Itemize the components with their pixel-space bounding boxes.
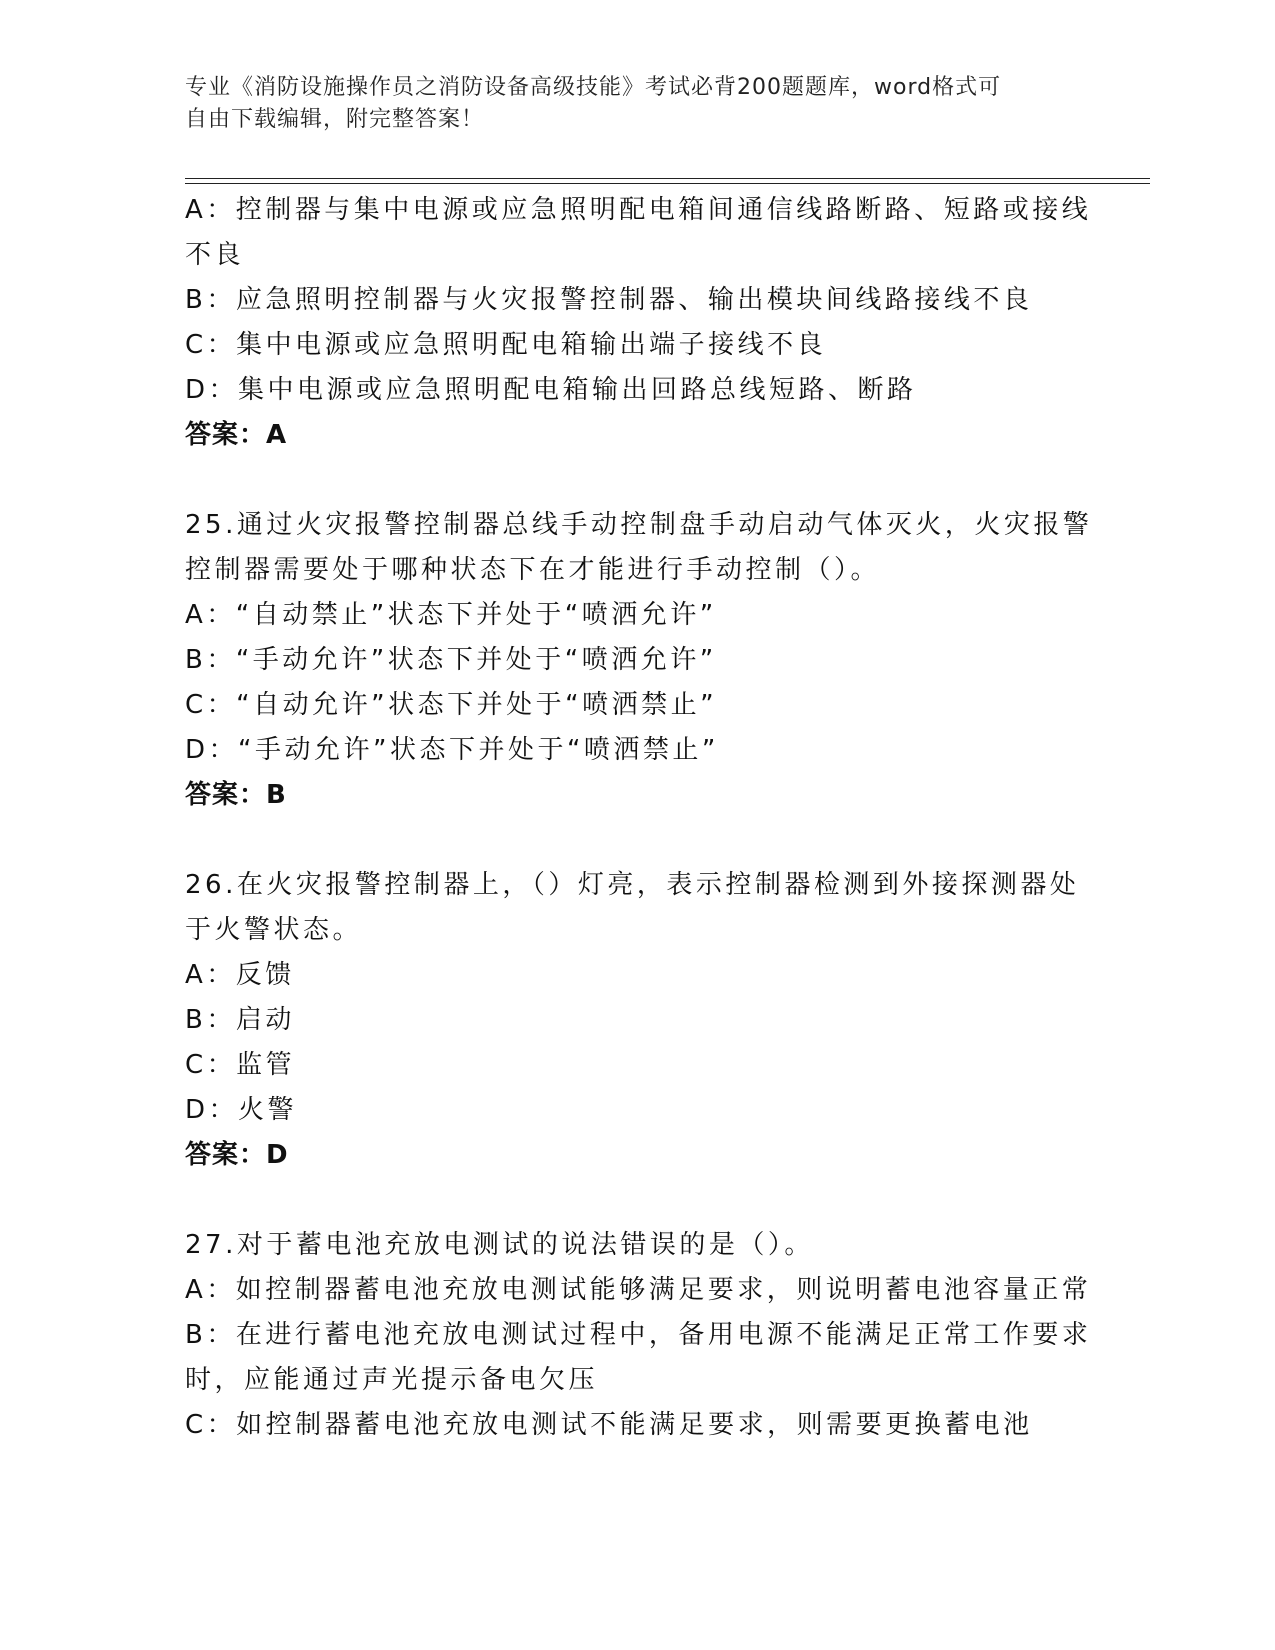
- spacer: [185, 458, 1105, 503]
- option-b: B：在进行蓄电池充放电测试过程中，备用电源不能满足正常工作要求时，应能通过声光提示备电欠压: [185, 1320, 1092, 1395]
- option-a: A：“自动禁止”状态下并处于“喷洒允许”: [185, 600, 717, 630]
- option-b: B：启动: [185, 1005, 295, 1035]
- option-b: B：“手动允许”状态下并处于“喷洒允许”: [185, 645, 717, 675]
- question-stem: 27.对于蓄电池充放电测试的说法错误的是（）。: [185, 1230, 814, 1260]
- option-c: C：监管: [185, 1050, 296, 1080]
- option-c: C：集中电源或应急照明配电箱输出端子接线不良: [185, 330, 827, 360]
- answer-line: 答案：A: [185, 420, 288, 450]
- option-c: C：“自动允许”状态下并处于“喷洒禁止”: [185, 690, 718, 720]
- option-d: D：火警: [185, 1095, 298, 1125]
- option-d: D：“手动允许”状态下并处于“喷洒禁止”: [185, 735, 719, 765]
- answer-line: 答案：D: [185, 1140, 289, 1170]
- option-c: C：如控制器蓄电池充放电测试不能满足要求，则需要更换蓄电池: [185, 1410, 1033, 1440]
- question-block-27: [185, 1223, 1105, 1448]
- header-line-2: 自由下载编辑，附完整答案！: [185, 107, 485, 132]
- option-d: D：集中电源或应急照明配电箱输出回路总线短路、断路: [185, 375, 917, 405]
- option-a: A：如控制器蓄电池充放电测试能够满足要求，则说明蓄电池容量正常: [185, 1275, 1092, 1305]
- document-body: [185, 188, 1105, 1448]
- question-block-26: [185, 863, 1105, 1178]
- spacer: [185, 1178, 1105, 1223]
- question-block-25: [185, 503, 1105, 818]
- option-a: A：控制器与集中电源或应急照明配电箱间通信线路断路、短路或接线不良: [185, 195, 1092, 270]
- question-stem: 25.通过火灾报警控制器总线手动控制盘手动启动气体灭火，火灾报警控制器需要处于哪种状态下在才能进行手动控制（）。: [185, 510, 1093, 585]
- question-stem: 26.在火灾报警控制器上，（）灯亮，表示控制器检测到外接探测器处于火警状态。: [185, 870, 1080, 945]
- page-header: [185, 72, 1085, 136]
- option-a: A：反馈: [185, 960, 295, 990]
- question-block-24: [185, 188, 1105, 458]
- header-rule-bottom: [185, 183, 1150, 184]
- header-rule-top: [185, 178, 1150, 179]
- header-line-1: 专业《消防设施操作员之消防设备高级技能》考试必背200题题库，word格式可: [185, 75, 1002, 100]
- spacer: [185, 818, 1105, 863]
- answer-line: 答案：B: [185, 780, 287, 810]
- option-b: B：应急照明控制器与火灾报警控制器、输出模块间线路接线不良: [185, 285, 1033, 315]
